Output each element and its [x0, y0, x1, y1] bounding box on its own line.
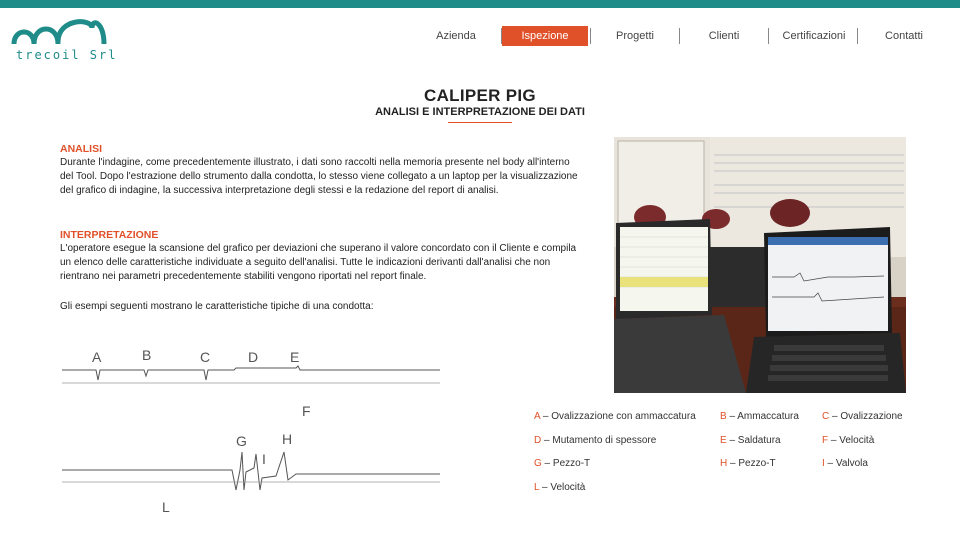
nav-item-progetti[interactable]: Progetti — [616, 30, 654, 42]
nav-item-ispezione[interactable]: Ispezione — [502, 26, 588, 46]
nav-item-azienda[interactable]: Azienda — [436, 30, 476, 42]
legend-item-e: E – Saldatura — [720, 435, 781, 446]
interpretazione-section — [60, 228, 580, 284]
nav-separator — [590, 28, 591, 44]
legend-item-g: G – Pezzo-T — [534, 458, 591, 469]
analisi-heading: ANALISI — [60, 143, 102, 155]
legend-item-c: C – Ovalizzazione — [822, 411, 903, 422]
analisi-text: Durante l'indagine, come precedentemente illustrato, i dati sono raccolti nella memoria presente nel body all'interno del Tool. Dopo l'estrazione dello strumento dalla condotta, lo stesso viene collegato a un laptop per la visualizzazione del grafico di indagine, la successiva interpretazione degli stessi e la redazione del report di analisi. — [60, 157, 578, 196]
diagram-label-b: B — [142, 347, 152, 363]
diagram-label-d: D — [248, 349, 259, 365]
nav-separator — [768, 28, 769, 44]
title-divider — [448, 122, 512, 123]
top-accent-bar — [0, 0, 960, 8]
interpretazione-heading: INTERPRETAZIONE — [60, 229, 159, 241]
diagram-label-f: F — [302, 403, 311, 419]
analisi-section — [60, 142, 580, 198]
pipeline-features-diagram — [56, 340, 456, 520]
interpretazione-text: L'operatore esegue la scansione del grafico per deviazioni che superano il valore concordato con il Cliente e compila un elenco delle caratteristiche individuate a seguito dell'analisi. Tutte le indicazioni derivanti dall'analisi che non rientrano nei parametri precedentemente stabiliti vengono riportati nel report finale. — [60, 243, 577, 282]
legend-item-i: I – Valvola — [822, 458, 868, 469]
diagram-label-h: H — [282, 431, 293, 447]
nav-item-clienti[interactable]: Clienti — [708, 30, 740, 42]
diagram-label-e: E — [290, 349, 300, 365]
page-subtitle: ANALISI E INTERPRETAZIONE DEI DATI — [375, 106, 585, 118]
brand-name: trecoil Srl — [16, 48, 118, 62]
page-title: CALIPER PIG — [424, 86, 536, 105]
legend-item-b: B – Ammaccatura — [720, 411, 799, 422]
nav-item-contatti[interactable]: Contatti — [885, 30, 923, 42]
diagram-label-a: A — [92, 349, 102, 365]
nav-item-certificazioni[interactable]: Certificazioni — [782, 30, 846, 42]
laptop-analysis-photo — [614, 137, 906, 393]
diagram-label-l: L — [162, 499, 170, 515]
legend-item-l: L – Velocità — [534, 482, 586, 493]
legend-item-a: A – Ovalizzazione con ammaccatura — [534, 411, 696, 422]
esempi-intro: Gli esempi seguenti mostrano le caratteristiche tipiche di una condotta: — [60, 301, 374, 312]
diagram-label-g: G — [236, 433, 247, 449]
nav-separator — [857, 28, 858, 44]
legend-item-f: F – Velocità — [822, 435, 875, 446]
legend-item-d: D – Mutamento di spessore — [534, 435, 657, 446]
diagram-label-i: I — [262, 451, 266, 467]
legend-item-h: H – Pezzo-T — [720, 458, 776, 469]
diagram-label-c: C — [200, 349, 211, 365]
